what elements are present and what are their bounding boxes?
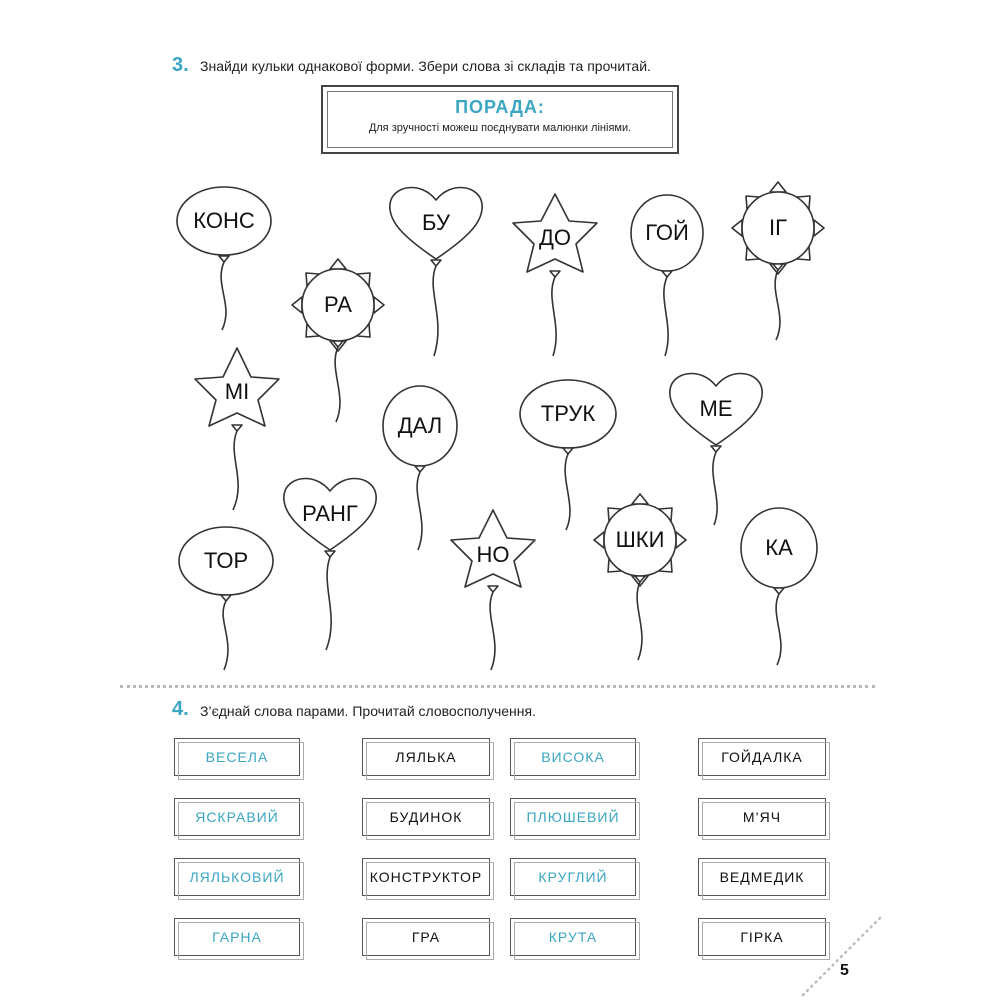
word-box-hra[interactable]: ГРА: [362, 918, 490, 956]
word-box-hirka[interactable]: ГІРКА: [698, 918, 826, 956]
word-box-hoidalka[interactable]: ГОЙДАЛКА: [698, 738, 826, 776]
word-box-budynok[interactable]: БУДИНОК: [362, 798, 490, 836]
word-box-myach[interactable]: М’ЯЧ: [698, 798, 826, 836]
task-3-instruction: Знайди кульки однакової форми. Збери слова зі складів та прочитай.: [200, 58, 651, 74]
task-4-instruction: З’єднай слова парами. Прочитай словосполучення.: [200, 703, 536, 719]
task-4-number: 4.: [172, 698, 189, 720]
balloon-label: КА: [765, 534, 793, 560]
balloon-label: МЕ: [699, 395, 733, 421]
balloon-label: МІ: [224, 378, 250, 404]
word-box-harna[interactable]: ГАРНА: [174, 918, 300, 956]
tip-title: ПОРАДА:: [455, 97, 545, 117]
balloon-label: ДАЛ: [397, 412, 443, 438]
word-box-vysoka[interactable]: ВИСОКА: [510, 738, 636, 776]
tip-text: Для зручності можеш поєднувати малюнки лініями.: [368, 122, 632, 134]
balloon-label: НО: [476, 541, 510, 567]
word-box-konstruktor[interactable]: КОНСТРУКТОР: [362, 858, 490, 896]
balloon-label: ТРУК: [540, 400, 596, 426]
balloon-label: БУ: [422, 209, 450, 235]
balloon-label: ІГ: [768, 214, 788, 240]
balloon-label: ДО: [538, 224, 572, 250]
word-box-plyushevyi[interactable]: ПЛЮШЕВИЙ: [510, 798, 636, 836]
balloon-label: ГОЙ: [645, 219, 689, 245]
task-3-number: 3.: [172, 54, 189, 76]
word-box-lyalka[interactable]: ЛЯЛЬКА: [362, 738, 490, 776]
word-box-yaskravyi[interactable]: ЯСКРАВИЙ: [174, 798, 300, 836]
balloon-label: ШКИ: [615, 526, 665, 552]
word-box-kruhlyi[interactable]: КРУГЛИЙ: [510, 858, 636, 896]
page-number: 5: [840, 962, 849, 979]
word-box-vedmedyk[interactable]: ВЕДМЕДИК: [698, 858, 826, 896]
balloon-label: РА: [324, 291, 352, 317]
balloon-label: ТОР: [203, 547, 249, 573]
balloon-label: КОНС: [193, 207, 255, 233]
balloon-label: РАНГ: [302, 500, 358, 526]
word-box-vesela[interactable]: ВЕСЕЛА: [174, 738, 300, 776]
word-box-lyalkovyi[interactable]: ЛЯЛЬКОВИЙ: [174, 858, 300, 896]
word-box-kruta[interactable]: КРУТА: [510, 918, 636, 956]
